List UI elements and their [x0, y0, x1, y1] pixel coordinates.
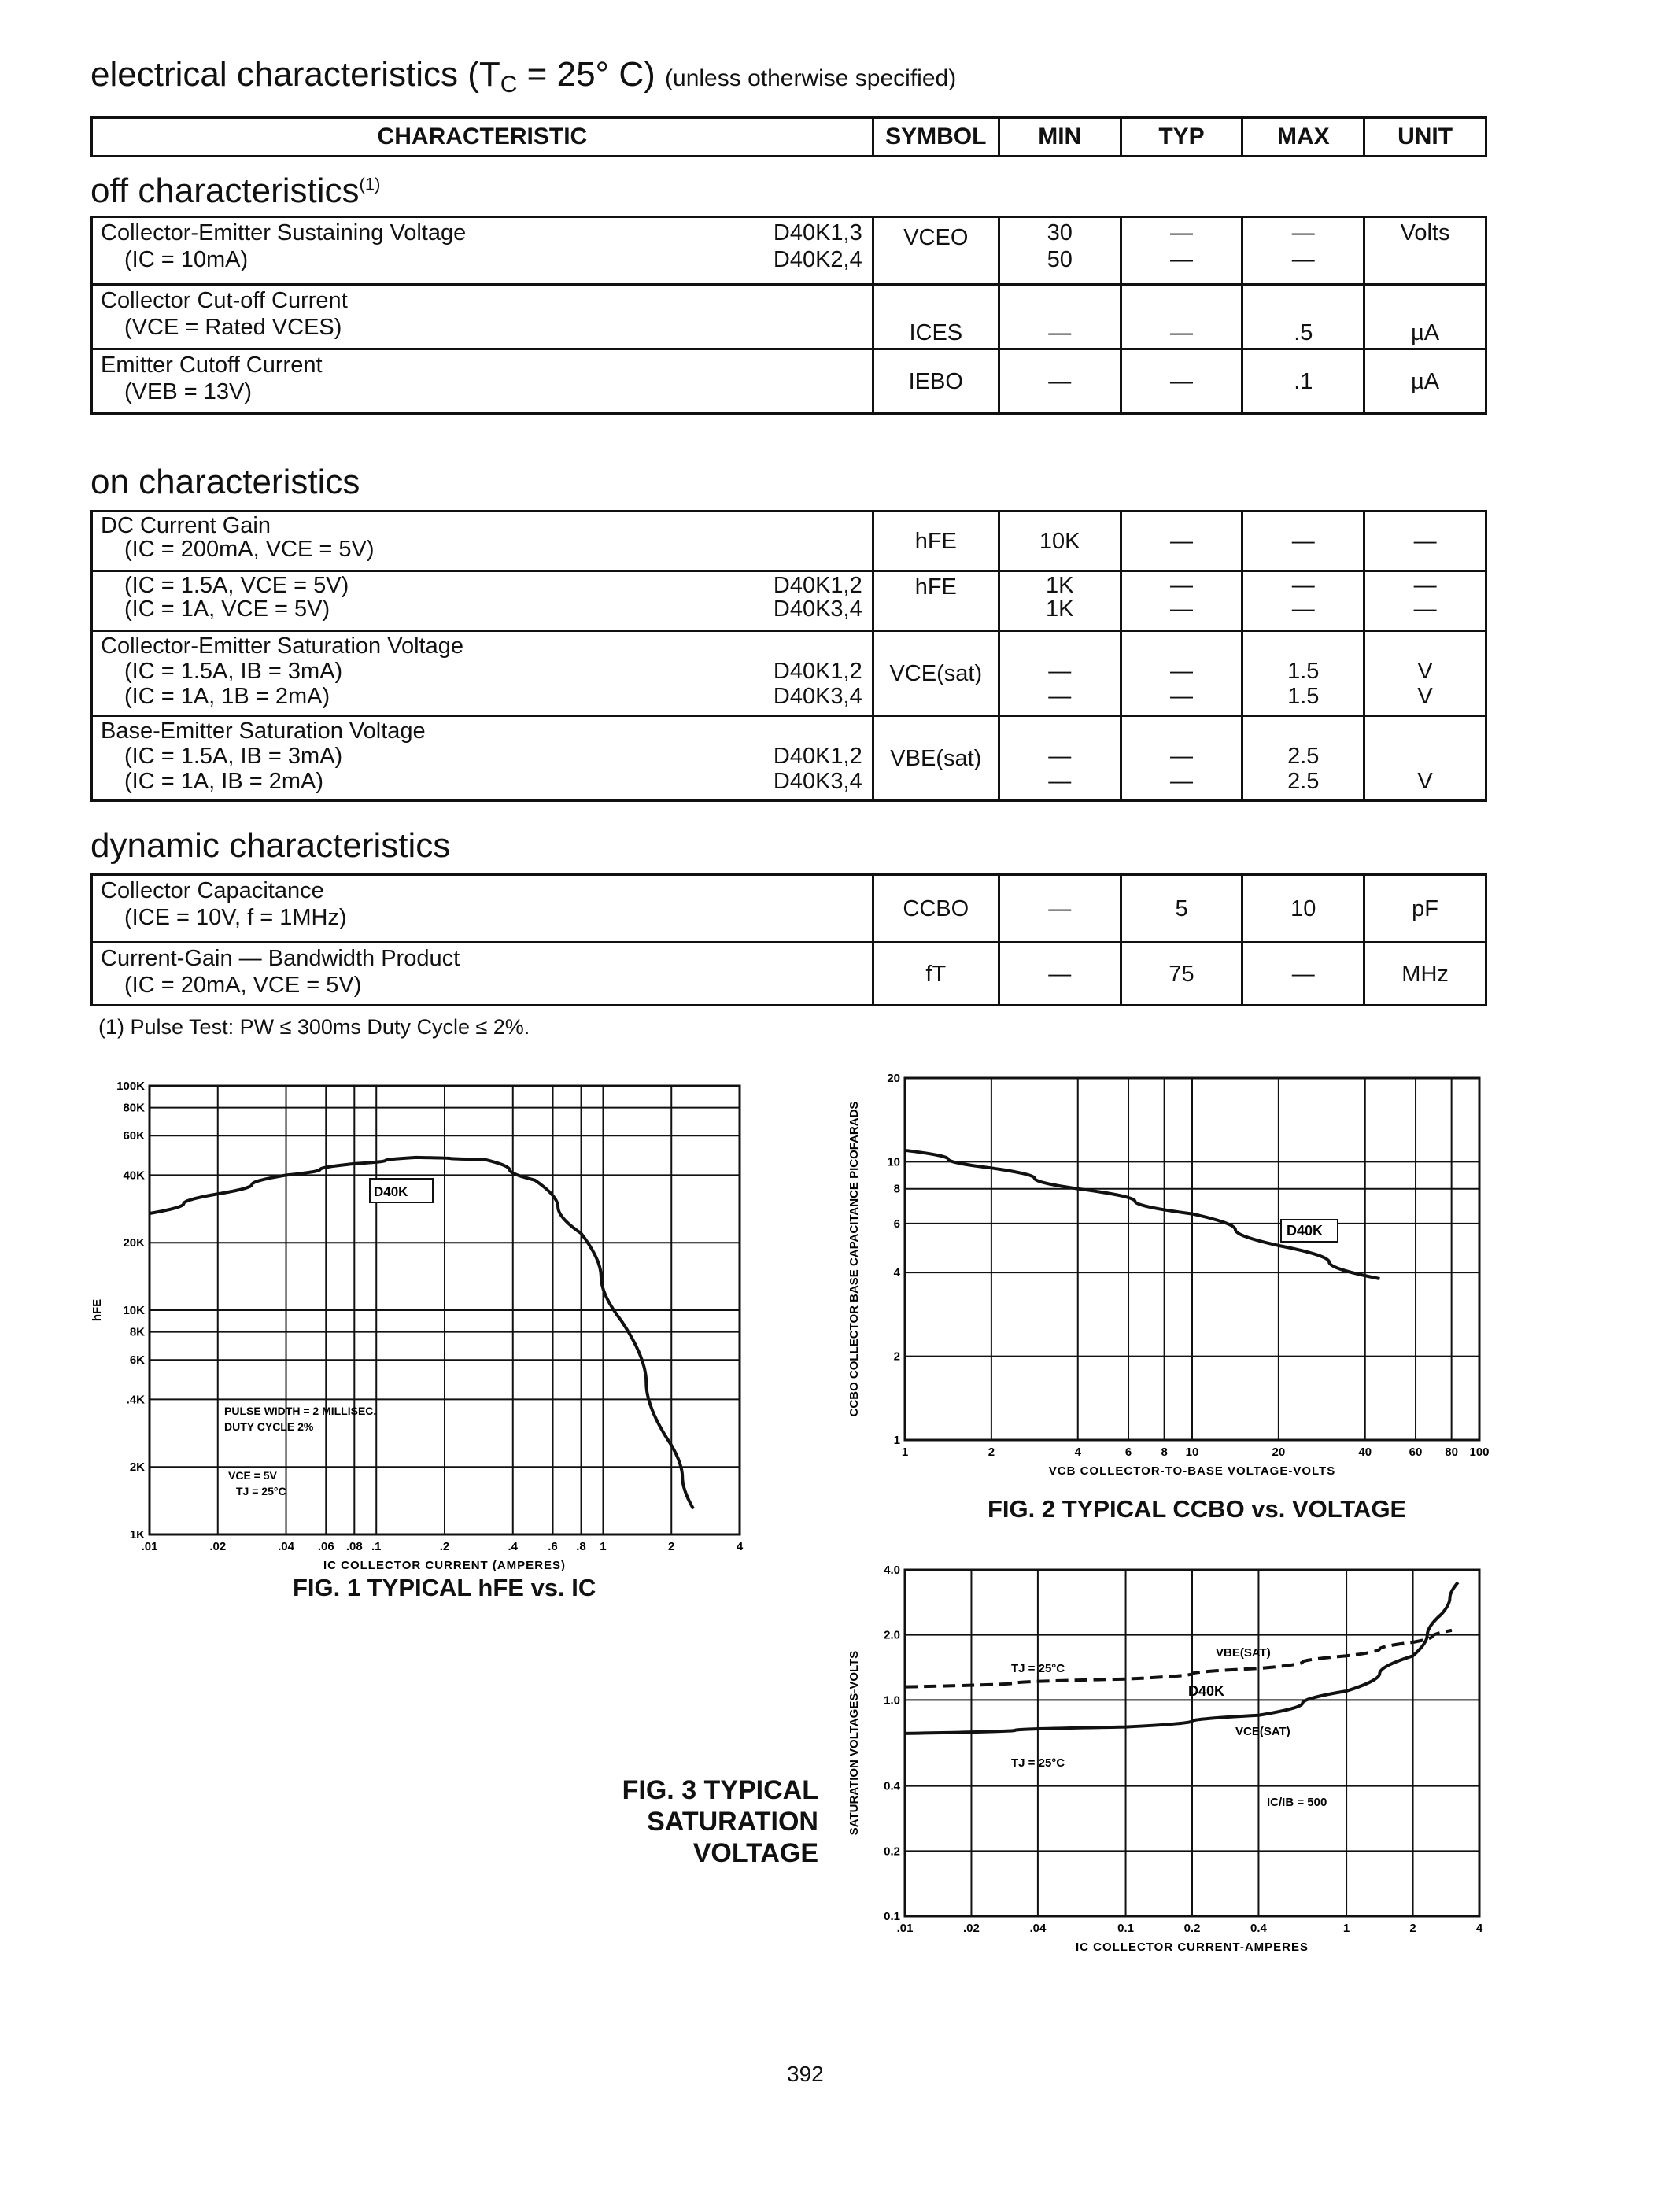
- x-tick-label: .08: [345, 1540, 363, 1553]
- unit-value: Volts: [1364, 217, 1486, 285]
- max-value: .5: [1242, 285, 1364, 349]
- y-tick-label: 1: [893, 1434, 900, 1447]
- unit-value: µA: [1364, 285, 1486, 349]
- min-value: —: [999, 875, 1121, 943]
- fig1-chart: [79, 1070, 771, 1605]
- annotation-label: D40K: [1188, 1683, 1225, 1699]
- y-tick-label: 8K: [129, 1325, 145, 1339]
- device-label: D40K2,4: [773, 247, 862, 272]
- section-dynamic-title: dynamic characteristics: [90, 826, 451, 865]
- max-value: 2.5: [1287, 744, 1320, 769]
- y-tick-label: 40K: [123, 1169, 145, 1183]
- max-value: —: [1291, 596, 1315, 622]
- section-off-title: [90, 172, 380, 211]
- unit-value: µA: [1364, 349, 1486, 414]
- x-tick-label: .4: [508, 1540, 519, 1553]
- section-off-label: off characteristics: [90, 172, 360, 210]
- table-row: [92, 716, 1486, 801]
- title-main: electrical characteristics (T: [90, 55, 500, 94]
- y-tick-label: 10: [887, 1155, 900, 1169]
- x-tick-label: 100: [1469, 1446, 1490, 1459]
- table-row: [92, 571, 1486, 631]
- max-value: 10: [1242, 875, 1364, 943]
- fig1-plot-area: [90, 1080, 744, 1572]
- x-tick-label: .01: [141, 1540, 158, 1553]
- max-value: 1.5: [1287, 684, 1320, 709]
- min-value: —: [999, 349, 1121, 414]
- x-tick-label: 4: [1074, 1446, 1081, 1459]
- annotation-label: TJ = 25°C: [1011, 1756, 1065, 1770]
- symbol-cell: CCBO: [873, 875, 999, 943]
- char-name: Base-Emitter Saturation Voltage: [101, 718, 426, 744]
- title-subscript: C: [500, 72, 518, 98]
- title-qualifier: (unless otherwise specified): [665, 65, 957, 91]
- char-name: Collector Capacitance: [101, 878, 324, 903]
- char-condition: (IC = 1.5A, IB = 3mA): [124, 659, 343, 684]
- char-cell: [92, 571, 873, 631]
- x-axis-label: VCB COLLECTOR-TO-BASE VOLTAGE-VOLTS: [1048, 1464, 1336, 1478]
- off-characteristics-table: [90, 216, 1487, 415]
- header-typ: TYP: [1121, 118, 1242, 157]
- char-name: Emitter Cutoff Current: [101, 353, 323, 378]
- min-value: —: [1048, 769, 1072, 794]
- typ-value: —: [1170, 247, 1194, 272]
- y-tick-label: 20K: [123, 1236, 145, 1250]
- fig2-chart: [826, 1062, 1503, 1503]
- fig3-title-text: FIG. 3 TYPICAL SATURATION VOLTAGE: [622, 1775, 818, 1868]
- char-condition: (ICE = 10V, f = 1MHz): [124, 905, 347, 930]
- device-label: D40K1,2: [773, 659, 862, 684]
- char-cell: [92, 349, 873, 414]
- char-condition: (IC = 20mA, VCE = 5V): [124, 973, 362, 998]
- section-off-note: (1): [359, 174, 381, 194]
- typ-value: 5: [1121, 875, 1242, 943]
- char-name: Collector-Emitter Sustaining Voltage: [101, 220, 467, 246]
- x-tick-label: 2: [1409, 1922, 1416, 1935]
- char-cell: [92, 217, 873, 285]
- title-rest: = 25° C): [517, 55, 655, 94]
- x-tick-label: .8: [576, 1540, 586, 1553]
- device-label: D40K3,4: [773, 769, 862, 794]
- y-axis-label: CCBO COLLECTOR BASE CAPACITANCE PICOFARADS: [847, 1101, 861, 1417]
- x-tick-label: 80: [1445, 1446, 1458, 1459]
- dynamic-characteristics-table: [90, 873, 1487, 1006]
- device-label: D40K1,3: [773, 220, 862, 246]
- min-value: —: [1048, 659, 1072, 684]
- symbol-cell: VCEO: [873, 217, 999, 285]
- device-label: D40K1,2: [773, 744, 862, 769]
- max-value: 2.5: [1287, 769, 1320, 794]
- char-name: Collector Cut-off Current: [101, 288, 348, 313]
- y-tick-label: 60K: [123, 1129, 145, 1143]
- y-tick-label: 2: [893, 1350, 900, 1364]
- table-row: [92, 875, 1486, 943]
- max-value: —: [1242, 511, 1364, 571]
- char-condition: (IC = 1A, 1B = 2mA): [124, 684, 330, 709]
- unit-value: V: [1364, 716, 1486, 801]
- unit-value: V: [1417, 684, 1433, 709]
- typ-value: 75: [1121, 943, 1242, 1006]
- char-condition: (VCE = Rated VCES): [124, 315, 342, 340]
- char-name: DC Current Gain: [101, 513, 271, 538]
- char-cell: [92, 511, 873, 571]
- header-max: MAX: [1242, 118, 1364, 157]
- y-tick-label: 1K: [129, 1528, 145, 1542]
- table-row: [92, 943, 1486, 1006]
- typ-value: —: [1170, 769, 1194, 794]
- annotation-label: TJ = 25°C: [236, 1485, 286, 1497]
- y-tick-label: 80K: [123, 1101, 145, 1115]
- typ-value: —: [1170, 220, 1194, 246]
- y-tick-label: 10K: [123, 1304, 145, 1317]
- section-on-title: on characteristics: [90, 463, 360, 501]
- x-tick-label: 1: [901, 1446, 909, 1459]
- x-tick-label: .02: [209, 1540, 227, 1553]
- table-row: [92, 631, 1486, 716]
- min-value: —: [1048, 744, 1072, 769]
- series-line-vbe-sat-: [905, 1630, 1452, 1687]
- x-tick-label: 10: [1185, 1446, 1199, 1459]
- table-row: [92, 285, 1486, 349]
- min-value: 50: [1047, 247, 1073, 272]
- x-tick-label: .6: [548, 1540, 558, 1553]
- char-name: Current-Gain — Bandwidth Product: [101, 946, 460, 971]
- device-label: D40K3,4: [773, 596, 862, 622]
- x-tick-label: .06: [317, 1540, 334, 1553]
- x-tick-label: 0.4: [1250, 1922, 1267, 1935]
- y-axis-label: hFE: [90, 1298, 104, 1322]
- x-tick-label: .04: [278, 1540, 294, 1553]
- min-value: —: [1048, 684, 1072, 709]
- x-tick-label: 6: [1124, 1446, 1132, 1459]
- x-tick-label: .2: [439, 1540, 450, 1553]
- y-axis-label: SATURATION VOLTAGES-VOLTS: [847, 1650, 861, 1836]
- annotation-label: TJ = 25°C: [1011, 1662, 1065, 1675]
- table-row: [92, 217, 1486, 285]
- char-condition: (IC = 1.5A, IB = 3mA): [124, 744, 343, 769]
- typ-value: —: [1170, 684, 1194, 709]
- max-value: 1.5: [1287, 659, 1320, 684]
- x-tick-label: 60: [1409, 1446, 1423, 1459]
- min-value: —: [999, 943, 1121, 1006]
- x-tick-label: 1: [600, 1540, 607, 1553]
- device-label: D40K3,4: [773, 684, 862, 709]
- x-tick-label: 2: [668, 1540, 675, 1553]
- device-label: D40K1,2: [773, 573, 862, 598]
- x-tick-label: 4: [1475, 1922, 1483, 1935]
- annotation-label: VBE(SAT): [1216, 1646, 1271, 1660]
- x-tick-label: 4: [736, 1540, 744, 1553]
- max-value: —: [1291, 220, 1315, 246]
- annotation-label: DUTY CYCLE 2%: [224, 1420, 314, 1433]
- annotation-label: IC/IB = 500: [1267, 1796, 1327, 1809]
- footnote: (1) Pulse Test: PW ≤ 300ms Duty Cycle ≤ 2%.: [98, 1015, 530, 1039]
- x-tick-label: .02: [963, 1922, 980, 1935]
- char-cell: [92, 716, 873, 801]
- typ-value: —: [1170, 573, 1194, 598]
- min-value: 10K: [999, 511, 1121, 571]
- x-tick-label: .04: [1029, 1922, 1047, 1935]
- y-tick-label: 6K: [129, 1353, 145, 1368]
- typ-value: —: [1170, 659, 1194, 684]
- x-tick-label: 2: [988, 1446, 995, 1459]
- x-tick-label: .1: [371, 1540, 382, 1553]
- char-cell: [92, 875, 873, 943]
- y-tick-label: 4.0: [884, 1564, 900, 1577]
- table-row: [92, 349, 1486, 414]
- y-tick-label: 0.2: [884, 1844, 900, 1859]
- max-value: —: [1242, 943, 1364, 1006]
- y-tick-label: 100K: [116, 1080, 145, 1093]
- y-tick-label: .4K: [126, 1393, 145, 1407]
- char-cell: [92, 943, 873, 1006]
- symbol-cell: IEBO: [873, 349, 999, 414]
- typ-value: —: [1121, 349, 1242, 414]
- unit-value: —: [1364, 511, 1486, 571]
- x-axis-label: IC COLLECTOR CURRENT-AMPERES: [1075, 1940, 1309, 1954]
- min-value: 30: [1047, 220, 1073, 246]
- typ-value: —: [1121, 285, 1242, 349]
- annotation-label: D40K: [374, 1184, 408, 1199]
- unit-value: —: [1413, 596, 1437, 622]
- series-line-d40k: [905, 1150, 1379, 1279]
- y-tick-label: 6: [893, 1217, 900, 1231]
- unit-value: V: [1417, 659, 1433, 684]
- char-cell: [92, 285, 873, 349]
- annotation-label: PULSE WIDTH = 2 MILLISEC.: [224, 1405, 377, 1417]
- fig3-plot-area: [847, 1564, 1483, 1954]
- char-condition: (IC = 1A, IB = 2mA): [124, 769, 324, 794]
- header-table: [90, 116, 1487, 157]
- fig2-title: FIG. 2 TYPICAL CCBO vs. VOLTAGE: [988, 1495, 1407, 1523]
- page-title: [90, 55, 956, 98]
- table-row: [92, 511, 1486, 571]
- symbol-cell: hFE: [873, 511, 999, 571]
- max-value: —: [1291, 573, 1315, 598]
- x-tick-label: 8: [1161, 1446, 1168, 1459]
- x-tick-label: 0.1: [1117, 1922, 1134, 1935]
- symbol-cell: VCE(sat): [873, 631, 999, 716]
- unit-value: —: [1413, 573, 1437, 598]
- y-tick-label: 4: [893, 1266, 900, 1280]
- fig1-title: FIG. 1 TYPICAL hFE vs. IC: [293, 1574, 596, 1601]
- y-tick-label: 8: [893, 1182, 900, 1196]
- min-value: 1K: [1045, 596, 1074, 622]
- typ-value: —: [1121, 511, 1242, 571]
- char-name: Collector-Emitter Saturation Voltage: [101, 633, 463, 659]
- max-value: .1: [1242, 349, 1364, 414]
- fig3-chart: [826, 1554, 1503, 1971]
- y-tick-label: 2K: [129, 1460, 145, 1475]
- min-value: 1K: [1045, 573, 1074, 598]
- char-condition: (IC = 1.5A, VCE = 5V): [124, 573, 349, 598]
- page-number: 392: [787, 2062, 824, 2086]
- char-condition: (IC = 1A, VCE = 5V): [124, 596, 330, 622]
- symbol-cell: ICES: [873, 285, 999, 349]
- header-unit: UNIT: [1364, 118, 1486, 157]
- y-tick-label: 0.1: [884, 1910, 900, 1923]
- series-line-d40k: [150, 1158, 693, 1509]
- annotation-label: VCE(SAT): [1235, 1725, 1290, 1738]
- char-condition: (VEB = 13V): [124, 379, 252, 404]
- x-tick-label: 40: [1358, 1446, 1372, 1459]
- y-tick-label: 2.0: [884, 1628, 900, 1642]
- header-symbol: SYMBOL: [873, 118, 999, 157]
- typ-value: —: [1170, 744, 1194, 769]
- symbol-cell: fT: [873, 943, 999, 1006]
- fig2-plot-area: [847, 1072, 1490, 1478]
- x-tick-label: 0.2: [1183, 1922, 1201, 1935]
- x-axis-label: IC COLLECTOR CURRENT (AMPERES): [323, 1559, 567, 1572]
- min-value: —: [999, 285, 1121, 349]
- y-tick-label: 20: [887, 1072, 900, 1085]
- annotation-label: VCE = 5V: [228, 1469, 277, 1482]
- unit-value: MHz: [1364, 943, 1486, 1006]
- fig3-title: [598, 1774, 818, 1869]
- header-characteristic: CHARACTERISTIC: [92, 118, 873, 157]
- x-tick-label: .01: [896, 1922, 914, 1935]
- x-tick-label: 1: [1342, 1922, 1350, 1935]
- symbol-cell: VBE(sat): [873, 716, 999, 801]
- unit-value: pF: [1364, 875, 1486, 943]
- typ-value: —: [1170, 596, 1194, 622]
- symbol-cell: hFE: [873, 571, 999, 631]
- y-tick-label: 0.4: [884, 1779, 900, 1793]
- char-condition: (IC = 10mA): [124, 247, 249, 272]
- x-tick-label: 20: [1272, 1446, 1286, 1459]
- series-line-vce-sat-: [905, 1582, 1458, 1734]
- max-value: —: [1291, 247, 1315, 272]
- y-tick-label: 1.0: [884, 1693, 900, 1708]
- header-min: MIN: [999, 118, 1121, 157]
- on-characteristics-table: [90, 510, 1487, 802]
- char-condition: (IC = 200mA, VCE = 5V): [124, 537, 375, 562]
- char-cell: [92, 631, 873, 716]
- annotation-label: D40K: [1287, 1223, 1324, 1239]
